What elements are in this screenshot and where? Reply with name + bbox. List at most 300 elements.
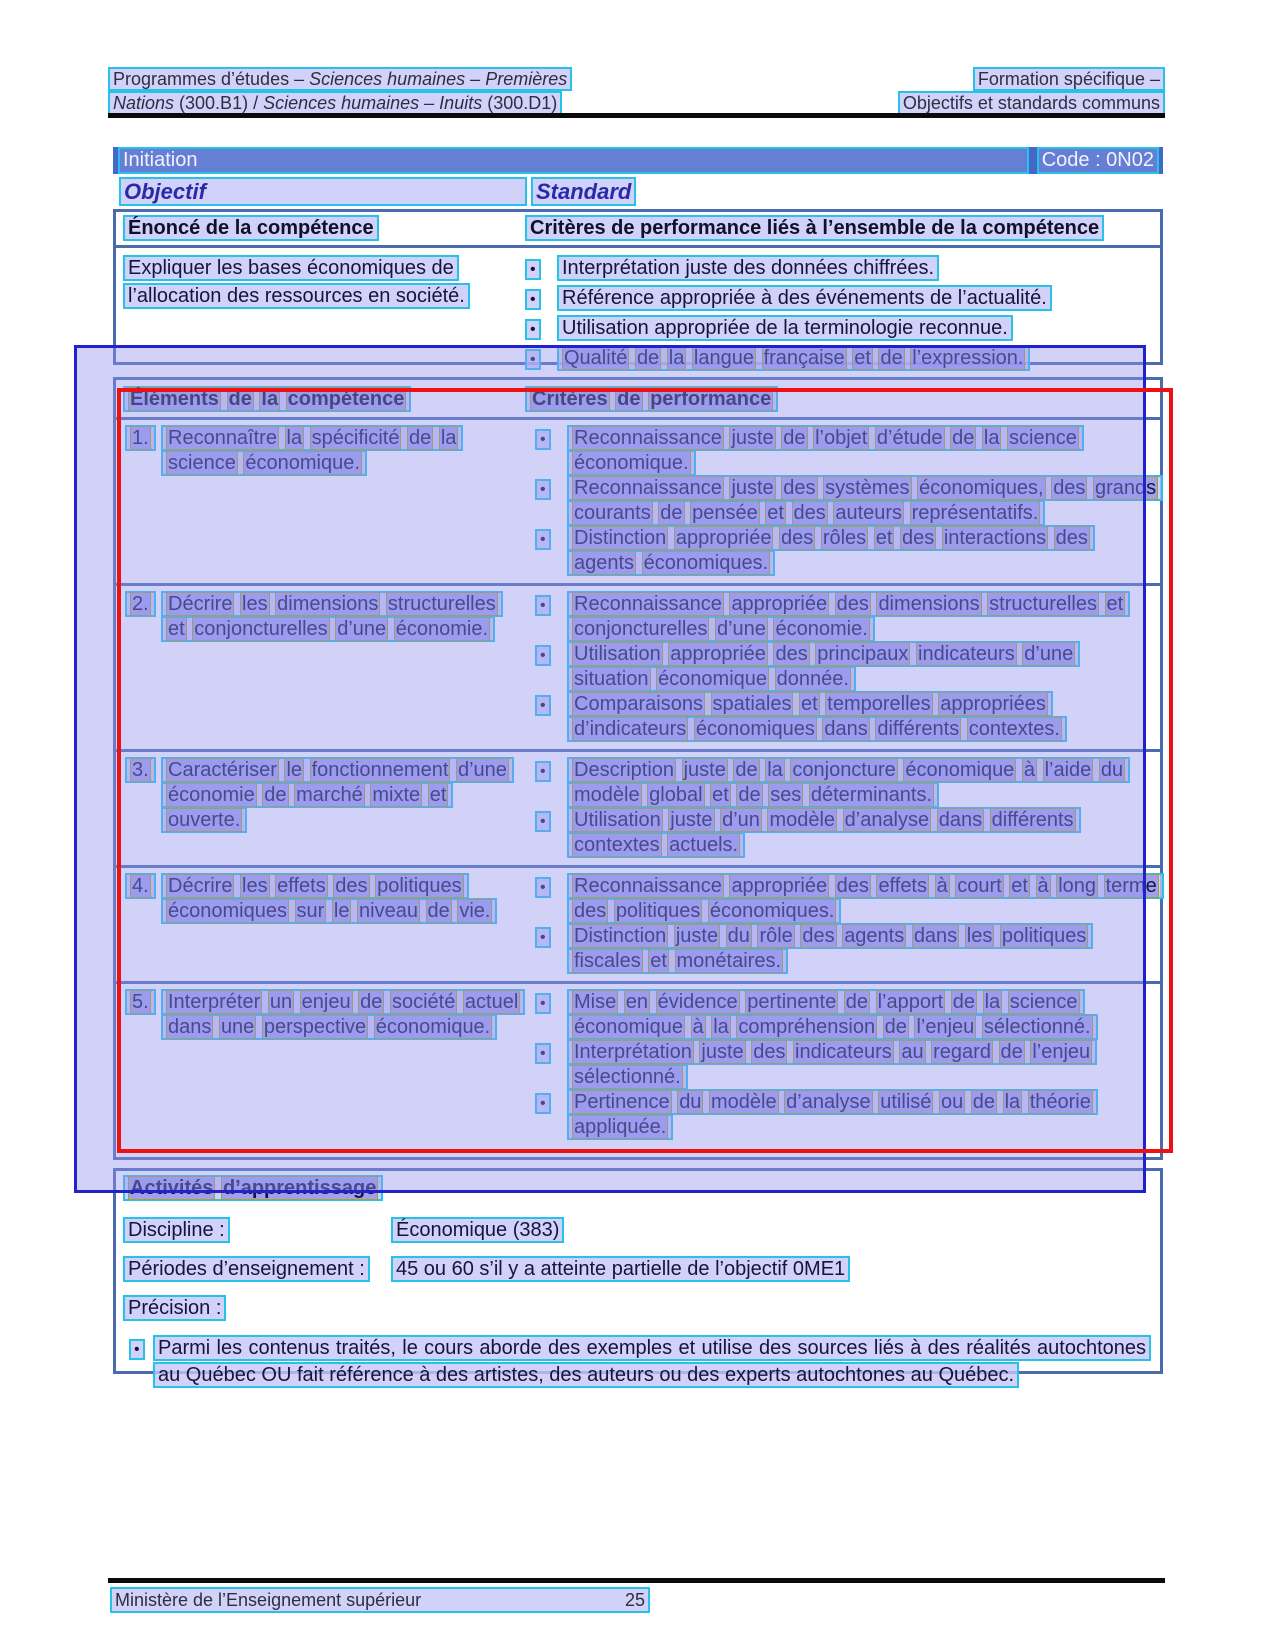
word-box: appropriée (670, 643, 766, 665)
bullet-icon: • (535, 695, 551, 716)
word-box: de (972, 1091, 996, 1113)
activites-section (113, 1168, 1163, 1386)
word-box: économiques, (919, 477, 1044, 499)
row-number (125, 591, 156, 617)
word-box: appropriées (940, 693, 1046, 715)
word-box: Utilisation (574, 809, 661, 831)
word-box: sélectionné. (574, 1066, 681, 1088)
word-box: situation (574, 668, 649, 690)
bullet-icon: • (535, 877, 551, 898)
footer-page-number: 25 (624, 1590, 645, 1610)
elements-left-header (123, 386, 411, 412)
criterion-text: Référence appropriée à des événements de l’actualité. (557, 285, 1052, 311)
word-box: économiques. (643, 552, 769, 574)
word-box: d’une (716, 618, 766, 640)
criterion-text (567, 591, 1130, 642)
column-titles (119, 177, 1159, 206)
word-box: à (1023, 759, 1035, 781)
word-box: Interpréter (168, 991, 261, 1013)
criterion-text (567, 1089, 1098, 1140)
word-box: contextes (574, 834, 660, 856)
word-box: 3. (132, 759, 149, 781)
word-box: 4. (132, 875, 149, 897)
criterion-text (567, 525, 1095, 576)
word-box: la (984, 991, 1001, 1013)
word-box: la (261, 388, 279, 410)
row-number (125, 989, 156, 1015)
initiation-banner (113, 147, 1163, 174)
word-box: la (767, 759, 783, 781)
word-box: les (966, 925, 993, 947)
word-box: d’une (457, 759, 507, 781)
criterion-text (567, 807, 1081, 858)
word-box: économiques (168, 900, 287, 922)
word-box: de (636, 347, 660, 369)
word-box: l’expression. (912, 347, 1024, 369)
bullet-icon: • (525, 259, 541, 280)
word-box: économie (168, 784, 255, 806)
word-box: de (360, 991, 383, 1013)
word-box: juste (731, 477, 774, 499)
word-box: 5. (132, 991, 149, 1013)
word-box: Comparaisons (574, 693, 703, 715)
word-box: des (836, 593, 869, 615)
word-box: société (391, 991, 456, 1013)
criterion-text (567, 475, 1163, 526)
word-box: et (712, 784, 729, 806)
word-box: la (1004, 1091, 1021, 1113)
word-box: actuel (464, 991, 519, 1013)
bullet-icon: • (535, 927, 551, 948)
word-box: science (1009, 427, 1077, 449)
discipline-value: Économique (383) (391, 1217, 564, 1243)
word-box: sur (296, 900, 325, 922)
word-box: pensée (692, 502, 758, 524)
word-box: une (220, 1016, 255, 1038)
word-box: langue (693, 347, 754, 369)
word-box: courants (574, 502, 651, 524)
word-box: Activités (130, 1177, 214, 1199)
footer-rule (108, 1578, 1165, 1583)
criterion-text (557, 345, 1030, 371)
criterion-text (567, 989, 1098, 1040)
word-box: la (983, 427, 1000, 449)
word-box: fonctionnement (311, 759, 449, 781)
bullet-icon: • (525, 289, 541, 310)
word-box: principaux (817, 643, 909, 665)
word-box: différents (877, 718, 960, 740)
word-box: la (286, 427, 303, 449)
word-box: de (228, 388, 252, 410)
word-box: Reconnaissance (574, 427, 722, 449)
word-box: ouverte. (168, 809, 241, 831)
row-number (125, 873, 156, 899)
word-box: juste (701, 1041, 744, 1063)
word-box: effets (277, 875, 326, 897)
word-box: des (753, 1041, 786, 1063)
word-box: long (1058, 875, 1097, 897)
criterion-text (567, 641, 1080, 692)
word-box: spécificité (311, 427, 400, 449)
header-right-line2: Objectifs et standards communs (898, 91, 1165, 115)
word-box: 1. (132, 427, 149, 449)
word-box: modèle (574, 784, 640, 806)
word-box: politiques (1001, 925, 1087, 947)
word-box: d’apprentissage (222, 1177, 377, 1199)
word-box: à (936, 875, 948, 897)
word-box: d’un (722, 809, 760, 831)
word-box: dans (168, 1016, 212, 1038)
bullet-icon: • (535, 1093, 551, 1114)
word-box: donnée. (776, 668, 849, 690)
word-box: et (801, 693, 818, 715)
word-box: actuels. (669, 834, 739, 856)
word-box: économique (905, 759, 1015, 781)
element-text (161, 873, 497, 924)
word-box: compréhension (738, 1016, 876, 1038)
word-box: Description (574, 759, 675, 781)
word-box: global (649, 784, 703, 806)
word-box: dans (824, 718, 868, 740)
word-box: et (1011, 875, 1028, 897)
word-box: économique. (574, 452, 689, 474)
word-box: l’apport (877, 991, 944, 1013)
word-box: à (692, 1016, 704, 1038)
word-box: juste (675, 925, 719, 947)
word-box: de (884, 1016, 907, 1038)
precision-item (123, 1335, 1153, 1389)
word-box: effets (878, 875, 927, 897)
word-box: Éléments (130, 388, 219, 410)
word-box: évidence (657, 991, 738, 1013)
program-title-line1: Programmes d’études – Sciences humaines – Premières (113, 69, 568, 89)
word-box: systèmes (825, 477, 910, 499)
enonce-left-header: Énoncé de la compétence (123, 215, 379, 241)
bullet-icon: • (535, 1043, 551, 1064)
word-box: Utilisation (574, 643, 661, 665)
page-header-right (898, 68, 1165, 116)
word-box: déterminants. (810, 784, 933, 806)
word-box: niveau (359, 900, 418, 922)
table-row (116, 420, 1160, 583)
header-rule (108, 113, 1165, 118)
criterion-text (567, 923, 1093, 974)
word-box: rôle (759, 925, 793, 947)
word-box: des (793, 502, 826, 524)
word-box: française (763, 347, 845, 369)
word-box: des (902, 527, 935, 549)
bullet-icon: • (535, 761, 551, 782)
bullet-icon: • (535, 429, 551, 450)
criterion-text: Utilisation appropriée de la terminologie reconnue. (557, 315, 1013, 341)
word-box: et (875, 527, 893, 549)
word-box: économiques (695, 718, 815, 740)
word-box: des (1053, 477, 1086, 499)
bullet-icon: • (525, 319, 541, 340)
bullet-icon: • (525, 349, 541, 370)
bullet-icon: • (535, 595, 551, 616)
word-box: pertinente (747, 991, 837, 1013)
word-box: de (409, 427, 432, 449)
word-box: l’aide (1044, 759, 1092, 781)
bullet-icon: • (535, 529, 551, 550)
word-box: appropriée (731, 593, 828, 615)
word-box: terme (1105, 875, 1157, 897)
word-box: le (333, 900, 350, 922)
word-box: à (1037, 875, 1049, 897)
word-box: d’étude (876, 427, 943, 449)
word-box: et (1106, 593, 1124, 615)
word-box: Reconnaissance (574, 875, 722, 897)
word-box: performance (650, 388, 772, 410)
word-box: Reconnaître (168, 427, 277, 449)
word-box: Critères (532, 388, 608, 410)
word-box: des (335, 875, 368, 897)
word-box: auteurs (835, 502, 903, 524)
periodes-row (123, 1256, 1153, 1282)
word-box: les (242, 875, 268, 897)
row-number (125, 425, 156, 451)
table-row (116, 749, 1160, 865)
word-box: fiscales (574, 950, 641, 972)
word-box: juste (683, 759, 726, 781)
criterion-text (567, 425, 1084, 476)
word-box: de (952, 991, 975, 1013)
word-box: de (845, 991, 869, 1013)
word-box: économique (658, 668, 768, 690)
word-box: appropriée (675, 527, 772, 549)
word-box: de (660, 502, 683, 524)
word-box: différents (991, 809, 1074, 831)
word-box: Interprétation (574, 1041, 692, 1063)
word-box: de (735, 759, 758, 781)
word-box: de (617, 388, 641, 410)
word-box: enjeu (301, 991, 351, 1013)
banner-code: Code : 0N02 (1037, 147, 1159, 174)
word-box: dimensions (277, 593, 379, 615)
enonce-right-header: Critères de performance liés à l’ensemble de la compétence (525, 215, 1104, 241)
word-box: dans (938, 809, 983, 831)
word-box: économique. (375, 1016, 491, 1038)
word-box: modèle (769, 809, 836, 831)
word-box: et (168, 618, 185, 640)
word-box: contextes. (968, 718, 1060, 740)
word-box: modèle (711, 1091, 777, 1113)
footer-department: Ministère de l’Enseignement supérieur (115, 1590, 422, 1610)
word-box: l’enjeu (1032, 1041, 1091, 1063)
word-box: des (836, 875, 869, 897)
banner-title: Initiation (118, 147, 1029, 174)
activites-header (123, 1175, 383, 1201)
word-box: interactions (943, 527, 1047, 549)
word-box: l’enjeu (916, 1016, 975, 1038)
word-box: sélectionné. (983, 1016, 1091, 1038)
element-text (161, 757, 514, 833)
word-box: d’analyse (844, 809, 930, 831)
word-box: Mise (574, 991, 617, 1013)
word-box: ses (770, 784, 802, 806)
word-box: du (727, 925, 750, 947)
bullet-icon: • (129, 1339, 145, 1360)
word-box: le (286, 759, 303, 781)
word-box: et (767, 502, 784, 524)
word-box: spatiales (712, 693, 792, 715)
word-box: politiques (377, 875, 462, 897)
word-box: Reconnaissance (574, 593, 722, 615)
word-box: de (952, 427, 975, 449)
bullet-icon: • (535, 479, 551, 500)
word-box: et (650, 950, 667, 972)
word-box: agents (574, 552, 635, 574)
word-box: temporelles (827, 693, 931, 715)
word-box: théorie (1029, 1091, 1091, 1113)
enonce-section (113, 209, 1163, 369)
word-box: conjoncturelles (574, 618, 708, 640)
word-box: du (679, 1091, 702, 1113)
word-box: économie. (395, 618, 489, 640)
criterion-text (567, 757, 1130, 808)
word-box: appropriée (731, 875, 828, 897)
objectif-column-title: Objectif (119, 177, 527, 206)
word-box: monétaires. (676, 950, 782, 972)
word-box: rôles (822, 527, 867, 549)
word-box: la (713, 1016, 729, 1038)
criterion-text (567, 1039, 1097, 1090)
word-box: des (802, 925, 835, 947)
word-box: 2. (132, 593, 149, 615)
word-box: ou (940, 1091, 964, 1113)
word-box: les (242, 593, 268, 615)
criterion-item (525, 284, 1153, 314)
discipline-label: Discipline : (123, 1217, 230, 1243)
word-box: utilisé (880, 1091, 932, 1113)
elements-header-row (116, 380, 1160, 420)
word-box: indicateurs (918, 643, 1015, 665)
row-number (125, 757, 156, 783)
word-box: vie. (459, 900, 491, 922)
word-box: de (427, 900, 450, 922)
word-box: Distinction (574, 925, 667, 947)
word-box: juste (670, 809, 713, 831)
page-footer (110, 1587, 650, 1613)
periodes-value: 45 ou 60 s’il y a atteinte partielle de l’objectif 0ME1 (391, 1256, 850, 1282)
word-box: en (625, 991, 649, 1013)
table-row (116, 583, 1160, 749)
word-box: l’objet (815, 427, 868, 449)
criterion-text: Interprétation juste des données chiffrées. (557, 255, 939, 281)
criterion-text (567, 873, 1164, 924)
word-box: Décrire (168, 593, 233, 615)
table-row (116, 981, 1160, 1147)
word-box: économie. (775, 618, 868, 640)
competence-statement: Expliquer les bases économiques de l’allocation des ressources en société. (123, 255, 470, 309)
word-box: d’indicateurs (574, 718, 687, 740)
word-box: la (668, 347, 685, 369)
standard-column-title: Standard (531, 177, 636, 206)
word-box: indicateurs (795, 1041, 892, 1063)
word-box: marché (296, 784, 363, 806)
word-box: des (574, 900, 607, 922)
word-box: perspective (263, 1016, 367, 1038)
word-box: mixte (372, 784, 421, 806)
word-box: science (1009, 991, 1078, 1013)
element-text (161, 425, 463, 476)
word-box: Pertinence (574, 1091, 670, 1113)
word-box: compétence (287, 388, 405, 410)
word-box: de (783, 427, 806, 449)
word-box: Décrire (168, 875, 233, 897)
word-box: la (440, 427, 457, 449)
word-box: des (775, 643, 808, 665)
word-box: du (1100, 759, 1124, 781)
periodes-label: Périodes d’enseignement : (123, 1256, 370, 1282)
header-right-line1: Formation spécifique – (973, 67, 1165, 91)
word-box: structurelles (387, 593, 496, 615)
program-title-line2: Nations (300.B1) / Sciences humaines – Inuits (300.D1) (113, 93, 558, 113)
criterion-item (525, 254, 1153, 284)
word-box: d’une (337, 618, 387, 640)
word-box: de (264, 784, 287, 806)
word-box: un (269, 991, 293, 1013)
precision-text: Parmi les contenus traités, le cours aborde des exemples et utilise des sources liés à des réalités autochtones au Québec OU fait référence à des artistes, des auteurs ou des experts autochtones au Québec. (153, 1335, 1151, 1388)
element-text (161, 591, 503, 642)
criterion-item (525, 314, 1153, 344)
precision-label: Précision : (123, 1295, 226, 1321)
table-row (116, 865, 1160, 981)
word-box: de (880, 347, 903, 369)
word-box: dimensions (878, 593, 980, 615)
elements-table (113, 377, 1163, 1160)
discipline-row (123, 1217, 1153, 1243)
word-box: science (168, 452, 236, 474)
word-box: conjoncturelles (194, 618, 328, 640)
word-box: économique (574, 1016, 683, 1038)
word-box: de (1000, 1041, 1023, 1063)
word-box: des (781, 527, 814, 549)
word-box: politiques (615, 900, 701, 922)
word-box: Caractériser (168, 759, 277, 781)
word-box: structurelles (989, 593, 1097, 615)
word-box: regard (933, 1041, 991, 1063)
bullet-icon: • (535, 645, 551, 666)
page-header (108, 68, 1165, 116)
word-box: économiques. (709, 900, 835, 922)
word-box: des (1055, 527, 1088, 549)
bullet-icon: • (535, 811, 551, 832)
page-header-left (108, 68, 572, 116)
word-box: au (901, 1041, 924, 1063)
word-box: Qualité (564, 347, 628, 369)
element-text (161, 989, 525, 1040)
word-box: représentatifs. (911, 502, 1039, 524)
word-box: de (738, 784, 761, 806)
enonce-header-row (116, 212, 1160, 248)
criterion-item (525, 344, 1153, 374)
word-box: agents (844, 925, 905, 947)
word-box: d’une (1024, 643, 1074, 665)
word-box: conjoncture (792, 759, 896, 781)
word-box: juste (731, 427, 774, 449)
elements-right-header (525, 386, 778, 412)
word-box: Reconnaissance (574, 477, 722, 499)
word-box: appliquée. (574, 1116, 667, 1138)
word-box: grands (1095, 477, 1157, 499)
criterion-text (567, 691, 1067, 742)
word-box: et (429, 784, 447, 806)
word-box: d’analyse (786, 1091, 871, 1113)
word-box: et (854, 347, 871, 369)
word-box: court (957, 875, 1002, 897)
